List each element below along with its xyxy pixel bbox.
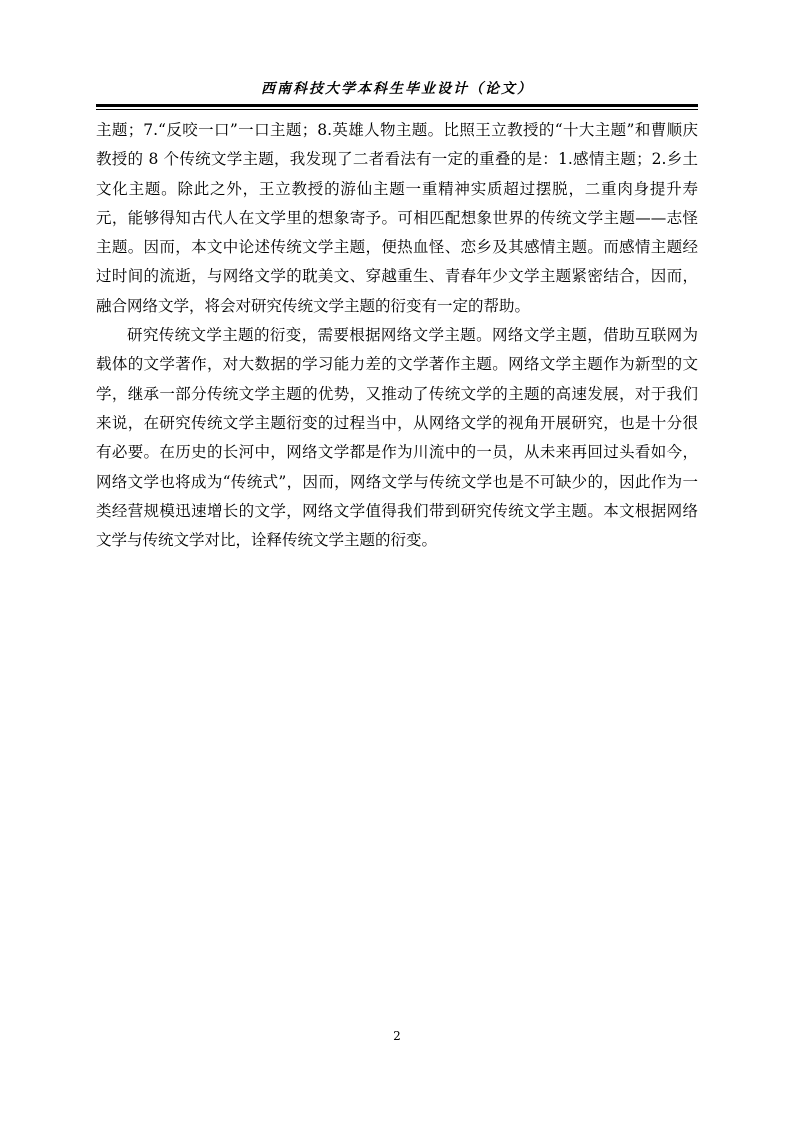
paragraph-continued: 主题；7.“反咬一口”一口主题；8.英雄人物主题。比照王立教授的“十大主题”和曹顺庆教授的 8 个传统文学主题，我发现了二者看法有一定的重叠的是：1.感情主题；2.乡土文化主题。除此之外，王立教授的游仙主题一重精神实质超过摆脱，二重肉身提升寿元，能够得知古代人在文学里的想象寄予。可相匹配想象世界的传统文学主题——志怪主题。因而，本文中论述传统文学主题，便热血怪、恋乡及其感情主题。而感情主题经过时间的流逝，与网络文学的耽美文、穿越重生、青春年少文学主题紧密结合，因而，融合网络文学，将会对研究传统文学主题的衍变有一定的帮助。 [96,121,698,315]
page-header: 西南科技大学本科生毕业设计（论文） [261,81,533,97]
header-rule-thick [96,104,698,107]
paragraph: 研究传统文学主题的衍变，需要根据网络文学主题。网络文学主题，借助互联网为载体的文学著作，对大数据的学习能力差的文学著作主题。网络文学主题作为新型的文学，继承一部分传统文学主题的优势，又推动了传统文学的主题的高速发展，对于我们来说，在研究传统文学主题衍变的过程当中，从网络文学的视角开展研究，也是十分很有必要。在历史的长河中，网络文学都是作为川流中的一员，从未来再回过头看如今，网络文学也将成为“传统式”，因而，网络文学与传统文学也是不可缺少的，因此作为一类经营规模迅速增长的文学，网络文学值得我们带到研究传统文学主题。本文根据网络文学与传统文学对比，诠释传统文学主题的衍变。 [96,326,698,550]
page-number: 2 [393,1029,401,1043]
header-rule-thin [96,109,698,110]
body-text [96,116,698,555]
